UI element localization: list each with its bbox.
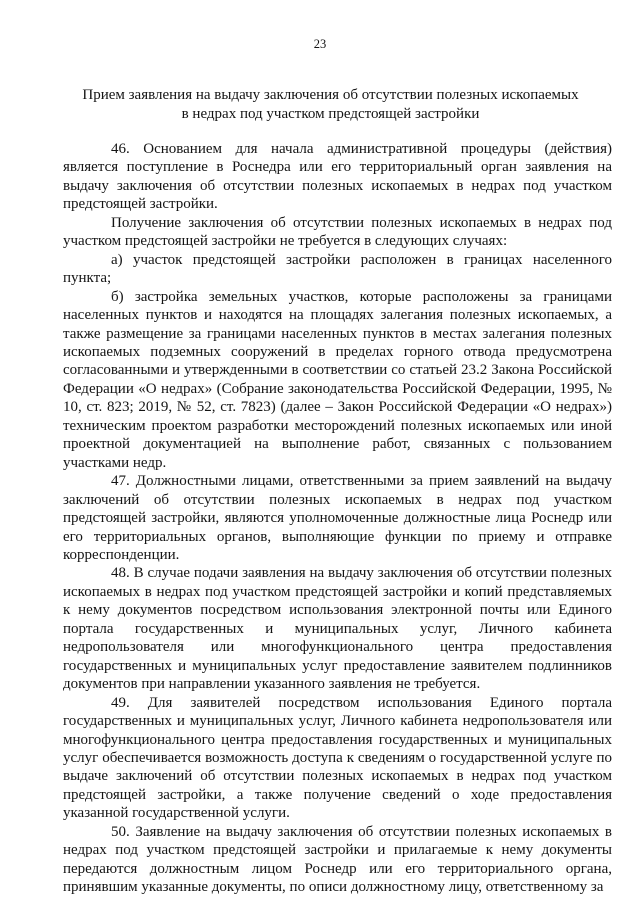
page-number: 23 bbox=[313, 37, 327, 51]
paragraph-exemptions-intro: Получение заключения об отсутствии полезных ископаемых в недрах под участком предстоящей застройки не требуется в следующих случаях: bbox=[63, 214, 612, 250]
section-title: Прием заявления на выдачу заключения об отсутствии полезных ископаемых в недрах под участком предстоящей застройки bbox=[82, 87, 579, 122]
paragraph-46: 46. Основанием для начала административной процедуры (действия) является поступление в Роснедра или его территориальный орган заявления на выдачу заключения об отсутствии полезных ископаемых в недрах под участком предстоящей застройки. bbox=[63, 141, 612, 213]
paragraph-49: 49. Для заявителей посредством использования Единого портала государственных и муниципальных услуг, Личного кабинета недропользователя или многофункционального центра предоставления государственных и муниципальных услуг обеспечивается возможность доступа к сведениям о государственной услуге по выдаче заключений об отсутствии полезных ископаемых в недрах под участком предстоящей застройки, а также получение сведений о ходе предоставления указанной государственной услуги. bbox=[63, 694, 612, 822]
paragraph-exemption-a: а) участок предстоящей застройки расположен в границах населенного пункта; bbox=[63, 251, 612, 287]
paragraph-50: 50. Заявление на выдачу заключения об отсутствии полезных ископаемых в недрах под участком предстоящей застройки и прилагаемые к нему документы передаются должностным лицом Роснедр или его территориального органа, принявшим указанные документы, по описи должностному лицу, ответственному за bbox=[63, 823, 612, 896]
paragraph-exemption-b: б) застройка земельных участков, которые расположены за границами населенных пунктов и находятся на площадях залегания полезных ископаемых, а также размещение за границами населенных пунктов в местах залегания полезных ископаемых подземных сооружений в пределах горного отвода предусмотрена согласованными и утвержденными в соответствии со статьей 23.2 Закона Российской Федерации «О недрах» (Собрание законодательства Российской Федерации, 1995, № 10, ст. 823; 2019, № 52, ст. 7823) (далее – Закон Российской Федерации «О недрах») техническим проектом разработки месторождений полезных ископаемых или иной проектной документацией на выполнение работ, связанных с пользованием участками недр. bbox=[63, 288, 612, 471]
paragraph-48: 48. В случае подачи заявления на выдачу заключения об отсутствии полезных ископаемых в недрах под участком предстоящей застройки и копий представляемых к нему документов посредством использования электронной почты или Единого портала государственных и муниципальных услуг, Личного кабинета недропользователя или многофункционального центра предоставления государственных и муниципальных услуг предоставление заявителем подлинников документов при направлении указанного заявления не требуется. bbox=[63, 565, 612, 693]
paragraph-47: 47. Должностными лицами, ответственными за прием заявлений на выдачу заключений об отсутствии полезных ископаемых в недрах под участком предстоящей застройки, являются уполномоченные должностные лица Роснедр или его территориальных органов, выполняющие функции по приему и отправке корреспонденции. bbox=[63, 473, 612, 563]
document-body bbox=[63, 134, 612, 897]
